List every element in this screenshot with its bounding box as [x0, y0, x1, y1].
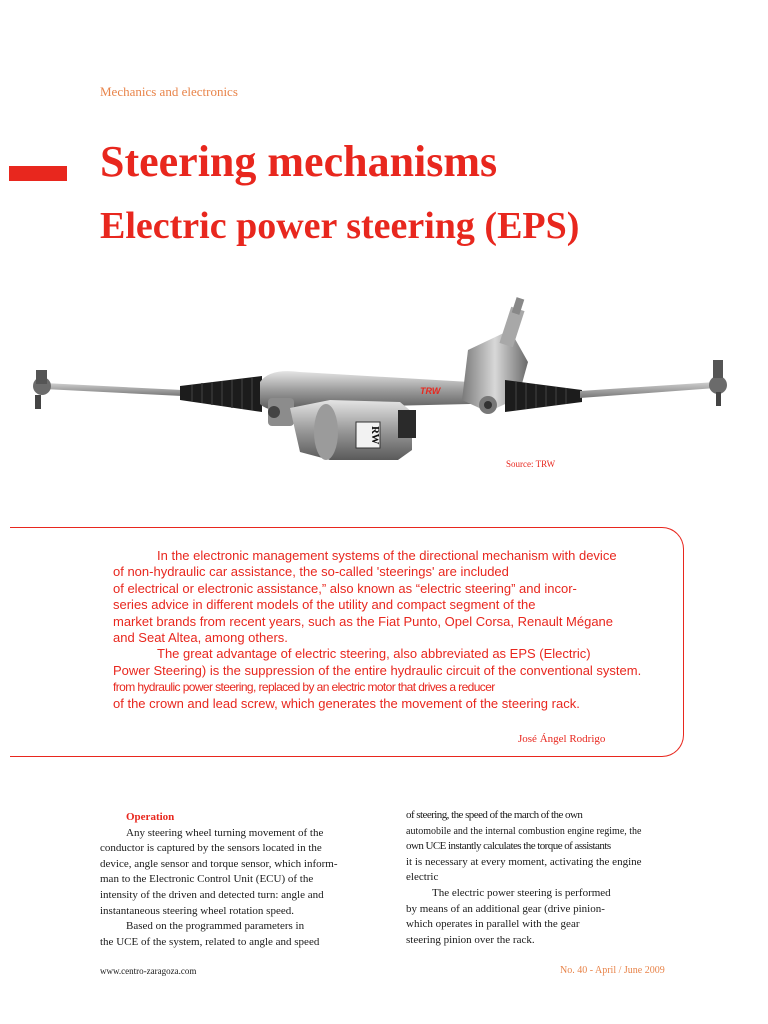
abstract-line: The great advantage of electric steering, also abbreviated as EPS (Electric): [157, 646, 591, 662]
steering-rack-image: [0, 290, 768, 480]
body-line: instantaneous steering wheel rotation speed.: [100, 904, 294, 917]
body-line: device, angle sensor and torque sensor, which inform-: [100, 857, 338, 870]
left-tie-rod: [33, 370, 182, 409]
abstract-line: In the electronic management systems of the directional mechanism with device: [157, 548, 617, 563]
body-line: of steering, the speed of the march of the own: [406, 809, 583, 821]
abstract-line: Power Steering) is the suppression of the entire hydraulic circuit of the conventional system.: [113, 662, 642, 678]
image-source-credit: Source: TRW: [506, 459, 556, 469]
brand-mark: TRW: [420, 386, 441, 396]
author-name: José Ángel Rodrigo: [518, 733, 606, 745]
section-heading-operation: Operation: [126, 811, 175, 823]
electric-motor: [290, 400, 416, 460]
body-line: electric: [406, 871, 439, 884]
abstract-line: of electrical or electronic assistance,” also known as “electric steering” and incor-: [113, 580, 577, 596]
body-line: which operates in parallel with the gear: [406, 918, 580, 931]
footer-issue: No. 40 - April / June 2009: [560, 965, 665, 976]
body-line: by means of an additional gear (drive pinion-: [406, 902, 605, 915]
body-column-left: [100, 810, 358, 950]
page-subtitle: Electric power steering (EPS): [100, 205, 580, 247]
page-title: Steering mechanisms: [100, 137, 498, 186]
footer-website[interactable]: www.centro-zaragoza.com: [100, 966, 197, 976]
right-tie-rod: [580, 360, 727, 406]
title-accent-bar: [9, 166, 67, 181]
abstract-text: [113, 548, 679, 712]
body-line: Based on the programmed parameters in: [126, 920, 305, 933]
section-label: Mechanics and electronics: [100, 84, 238, 99]
body-column-right: [406, 808, 678, 948]
motor-label: RW: [369, 426, 381, 445]
body-line: automobile and the internal combustion engine regime, the: [406, 825, 642, 837]
abstract-line: and Seat Altea, among others.: [113, 630, 288, 646]
right-bellows-boot: [505, 380, 582, 412]
left-bellows-boot: [180, 376, 262, 412]
abstract-line: from hydraulic power steering, replaced by an electric motor that drives a reducer: [113, 680, 495, 695]
body-line: Any steering wheel turning movement of the: [126, 826, 324, 839]
body-line: intensity of the driven and detected turn: angle and: [100, 888, 324, 901]
abstract-line: series advice in different models of the utility and compact segment of the: [113, 597, 536, 613]
body-line: conductor is captured by the sensors located in the: [100, 842, 322, 855]
abstract-line: market brands from recent years, such as the Fiat Punto, Opel Corsa, Renault Mégane: [113, 613, 614, 629]
abstract-line: of the crown and lead screw, which generates the movement of the steering rack.: [113, 695, 580, 711]
body-line: it is necessary at every moment, activating the engine: [406, 855, 642, 868]
body-line: man to the Electronic Control Unit (ECU) of the: [100, 873, 314, 886]
body-line: The electric power steering is performed: [432, 886, 611, 899]
body-line: the UCE of the system, related to angle and speed: [100, 935, 320, 948]
body-line: own UCE instantly calculates the torque of assistants: [406, 840, 611, 853]
abstract-line: of non-hydraulic car assistance, the so-called 'steerings' are included: [113, 564, 509, 580]
body-line: steering pinion over the rack.: [406, 933, 535, 946]
